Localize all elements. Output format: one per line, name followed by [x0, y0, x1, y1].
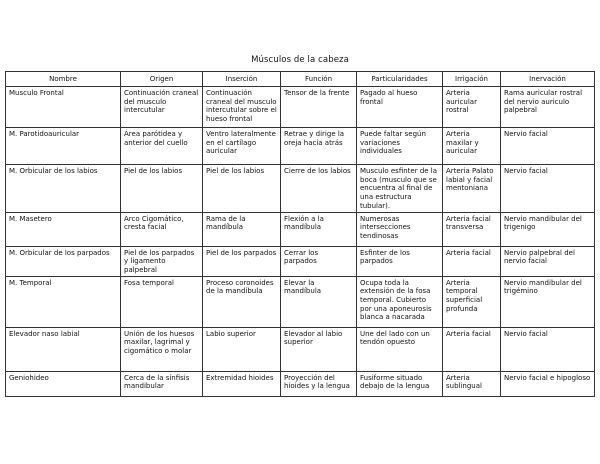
table-cell: M. Masetero [6, 212, 121, 246]
column-header: Particularidades [357, 72, 443, 87]
column-header: Función [281, 72, 357, 87]
table-cell: Tensor de la frente [281, 87, 357, 128]
table-cell: Piel de los parpados y ligamento palpebral [121, 246, 203, 276]
table-cell: Cierre de los labios [281, 165, 357, 213]
table-row [6, 212, 595, 246]
table-row [6, 87, 595, 128]
table-cell: Ocupa toda la extensión de la fosa temporal. Cubierto por una aponeurosis blanca a nacarada [357, 276, 443, 327]
table-cell: Elevar la mandíbula [281, 276, 357, 327]
column-header: Inserción [203, 72, 281, 87]
table-cell: M. Parotidoauricular [6, 128, 121, 165]
table-cell: Unión de los huesos maxilar, lagrimal y cigomático o molar [121, 327, 203, 371]
column-header: Inervación [501, 72, 595, 87]
table-cell: Ventro lateralmente en el cartílago auricular [203, 128, 281, 165]
table-cell: Une del lado con un tendón opuesto [357, 327, 443, 371]
table-header-row [6, 72, 595, 87]
table-cell: Proyección del hioides y la lengua [281, 371, 357, 396]
table-cell: Arteria facial [443, 246, 501, 276]
table-cell: M. Orbicular de los parpados [6, 246, 121, 276]
table-cell: Arteria facial transversa [443, 212, 501, 246]
table-cell: Numerosas intersecciones tendinosas [357, 212, 443, 246]
table-cell: Puede faltar según variaciones individuales [357, 128, 443, 165]
table-cell: M. Temporal [6, 276, 121, 327]
table-cell: Arteria maxilar y auricular [443, 128, 501, 165]
table-cell: Retrae y dirige la oreja hacia atrás [281, 128, 357, 165]
table-cell: Nervio mandibular del trigenigo [501, 212, 595, 246]
table-cell: Rama auricular rostral del nervio auriculo palpebral [501, 87, 595, 128]
table-cell: Arteria Palato labial y facial mentoniana [443, 165, 501, 213]
table-cell: Piel de los labios [203, 165, 281, 213]
table-cell: Musculo Frontal [6, 87, 121, 128]
table-cell: Fusiforme situado debajo de la lengua [357, 371, 443, 396]
table-cell: Piel de los parpados [203, 246, 281, 276]
table-cell: Nervio mandibular del trigémino [501, 276, 595, 327]
table-cell: Fosa temporal [121, 276, 203, 327]
table-row [6, 165, 595, 213]
table-cell: Nervio facial e hipogloso [501, 371, 595, 396]
table-cell: Continuación craneal del musculo intercutular sobre el hueso frontal [203, 87, 281, 128]
table-cell: Proceso coronoides de la mandíbula [203, 276, 281, 327]
table-cell: Flexión a la mandíbula [281, 212, 357, 246]
column-header: Nombre [6, 72, 121, 87]
table-cell: Labio superior [203, 327, 281, 371]
table-cell: Arteria facial [443, 327, 501, 371]
table-cell: Nervio facial [501, 128, 595, 165]
table-row [6, 276, 595, 327]
table-row [6, 371, 595, 396]
table-cell: Pagado al hueso frontal [357, 87, 443, 128]
table-cell: Nervio facial [501, 165, 595, 213]
table-cell: Elevador al labio superior [281, 327, 357, 371]
table-row [6, 128, 595, 165]
table-cell: Continuación craneal del musculo intercutular [121, 87, 203, 128]
table-cell: Rama de la mandíbula [203, 212, 281, 246]
table-cell: Área parótidea y anterior del cuello [121, 128, 203, 165]
table-cell: Piel de los labios [121, 165, 203, 213]
column-header: Origen [121, 72, 203, 87]
table-row [6, 327, 595, 371]
table-cell: Nervio palpebral del nervio facial [501, 246, 595, 276]
table-cell: Cerrar los parpados [281, 246, 357, 276]
table-cell: M. Orbicular de los labios [6, 165, 121, 213]
table-cell: Arteria sublingual [443, 371, 501, 396]
table-row [6, 246, 595, 276]
table-cell: Arteria auricular rostral [443, 87, 501, 128]
column-header: Irrigación [443, 72, 501, 87]
table-cell: Extremidad hioides [203, 371, 281, 396]
table-cell: Arco Cigomático, cresta facial [121, 212, 203, 246]
table-cell: Elevador naso labial [6, 327, 121, 371]
document-title: Músculos de la cabeza [251, 55, 349, 65]
table-cell: Geniohideo [6, 371, 121, 396]
table-cell: Arteria temporal superficial profunda [443, 276, 501, 327]
table-cell: Esfinter de los parpados [357, 246, 443, 276]
table-cell: Musculo esfinter de la boca (musculo que se encuentra al final de una estructura tubular). [357, 165, 443, 213]
table-cell: Nervio facial [501, 327, 595, 371]
table-cell: Cerca de la sínfisis mandibular [121, 371, 203, 396]
muscles-table [5, 71, 595, 397]
